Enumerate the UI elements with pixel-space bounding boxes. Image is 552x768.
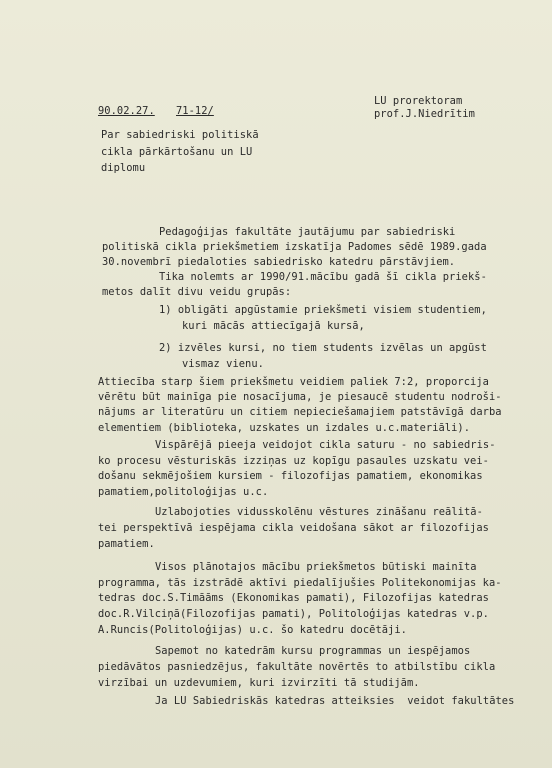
reference-date: 90.02.27. [98,105,155,117]
body-line: Vispārējā pieeja veidojot cikla saturu - no sabiedris- [155,439,496,451]
subject-line: cikla pārkārtošanu un LU [101,146,253,158]
body-line: došanu sekmējošiem kursiem - filozofijas pamatiem, ekonomikas [98,470,483,482]
body-line: metos dalīt divu veidu grupās: [102,286,292,298]
subject-line: Par sabiedriski politiskā [101,129,259,141]
reference-number: 71-12/ [176,105,214,117]
list-item-continuation: kuri mācās attiecīgajā kursā, [182,320,365,332]
body-line: politiskā cikla priekšmetiem izskatīja Padomes sēdē 1989.gada [102,241,487,253]
body-line: piedāvātos pasniedzējus, fakultāte novērtēs to atbilstību cikla [98,661,496,673]
body-line: tei perspektīvā iespējama cikla veidošana sākot ar filozofijas [98,522,489,534]
body-line: Pedagoģijas fakultāte jautājumu par sabiedriski [159,226,456,238]
body-line: Attiecība starp šiem priekšmetu veidiem paliek 7:2, proporcija [98,376,489,388]
body-line: ko procesu vēsturiskās izziņas uz kopīgu pasaules uzskatu vei- [98,455,489,467]
body-line: 30.novembrī piedaloties sabiedrisko katedru pārstāvjiem. [102,256,456,268]
list-item: 2) izvēles kursi, no tiem students izvēlas un apgūst [159,342,487,354]
body-line: doc.R.Vilciņā(Filozofijas pamati), Politoloģijas katedras v.p. [98,608,489,620]
body-line: elementiem (biblioteka, uzskates un izdales u.c.materiāli). [98,422,471,434]
body-line: Sapemot no katedrām kursu programmas un iespējamos [155,645,471,657]
body-line: Uzlabojoties vidusskolēnu vēstures zināšanu reālitā- [155,506,483,518]
subject-line: diplomu [101,162,146,174]
body-line: tedras doc.S.Timāāms (Ekonomikas pamati), Filozofijas katedras [98,592,489,604]
body-line: A.Runcis(Politoloģijas) u.c. šo katedru docētāji. [98,624,407,636]
body-line: vērētu būt mainīga pie nosacījuma, je piesaucē studentu nodroši- [98,391,502,403]
body-line: programma, tās izstrādē aktīvi piedalījušies Politekonomijas ka- [98,577,502,589]
list-item: 1) obligāti apgūstamie priekšmeti visiem studentiem, [159,304,487,316]
body-line: pamatiem. [98,538,155,550]
addressee-name: prof.J.Niedrītim [374,108,475,120]
body-line: Tika nolemts ar 1990/91.mācību gadā šī cikla priekš- [159,271,487,283]
addressee-title: LU prorektoram [374,95,463,107]
body-line: virzībai un uzdevumiem, kuri izvirzīti tā studijām. [98,677,420,689]
body-line: pamatiem,politoloģijas u.c. [98,486,269,498]
body-line: Ja LU Sabiedriskās katedras atteiksies veidot fakultātes [155,695,515,707]
list-item-continuation: vismaz vienu. [182,358,264,370]
body-line: Visos plānotajos mācību priekšmetos būtiski mainīta [155,561,477,573]
body-line: nājums ar literatūru un citiem nepieciešamajiem patstāvīgā darba [98,406,502,418]
